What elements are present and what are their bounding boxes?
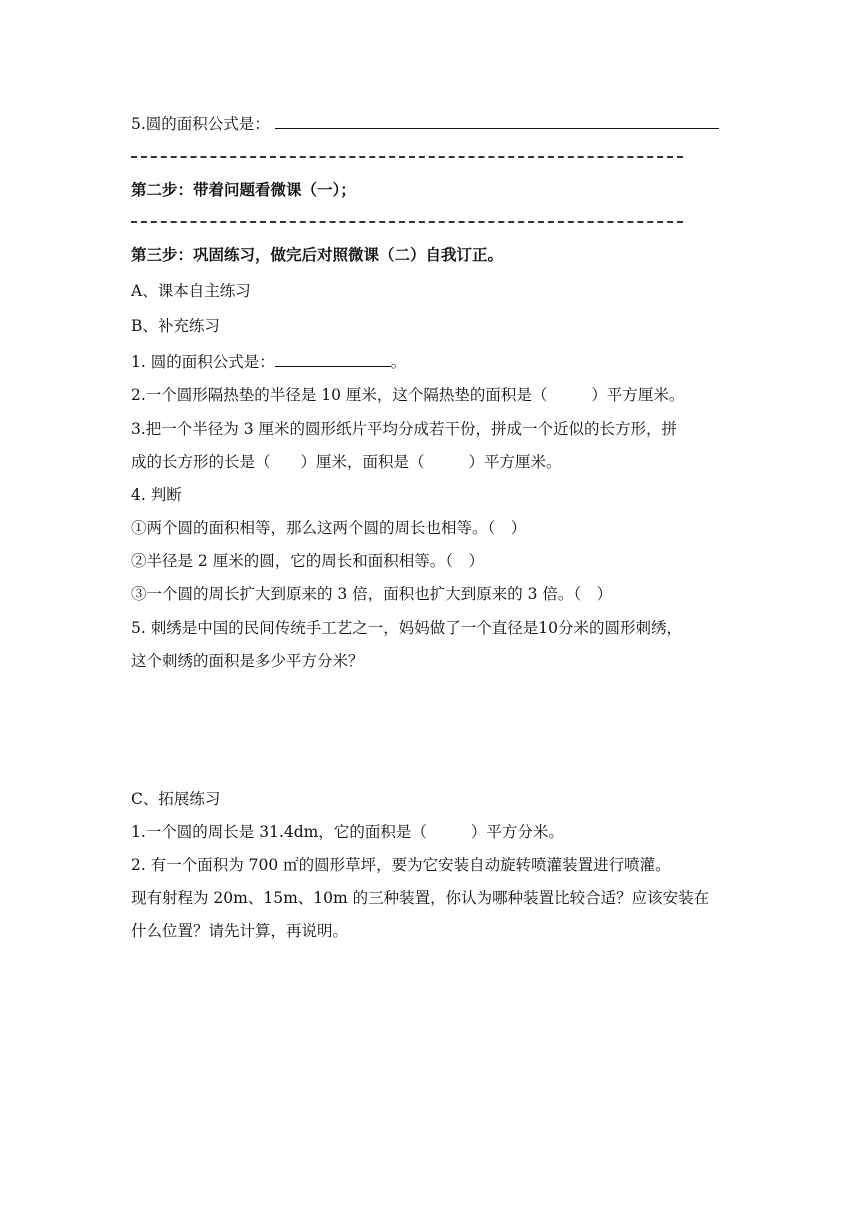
c1-text: 1.一个圆的周长是 31.4dm，它的面积是（ bbox=[131, 823, 427, 841]
b3-question-line2 bbox=[131, 451, 562, 473]
c1-end: ）平方分米。 bbox=[470, 823, 564, 841]
step3-title: 第三步：巩固练习，做完后对照微课（二）自我订正。 bbox=[131, 246, 504, 264]
b1-question bbox=[131, 350, 406, 373]
dashed-separator bbox=[131, 156, 683, 158]
b5-question-line2: 这个刺绣的面积是多少平方分米？ bbox=[131, 652, 364, 670]
dashed-separator bbox=[131, 221, 683, 223]
b5-question-line1: 5. 刺绣是中国的民间传统手工艺之一，妈妈做了一个直径是10分米的圆形刺绣， bbox=[131, 619, 682, 637]
b4-title: 4. 判断 bbox=[131, 486, 182, 504]
step2-title: 第二步：带着问题看微课（一）； bbox=[131, 181, 356, 199]
b1-end: 。 bbox=[390, 353, 407, 371]
b2-text: 2.一个圆形隔热垫的半径是 10 厘米，这个隔热垫的面积是（ bbox=[131, 386, 548, 404]
b4-item-2: ②半径是 2 厘米的圆，它的周长和面积相等。（ ） bbox=[131, 552, 484, 570]
b1-answer-blank[interactable] bbox=[275, 350, 391, 367]
section-c-heading: C、拓展练习 bbox=[131, 790, 221, 808]
b3-question-line1: 3.把一个半径为 3 厘米的圆形纸片平均分成若干份，拼成一个近似的长方形，拼 bbox=[131, 420, 678, 438]
b3-text-c: ）平方厘米。 bbox=[468, 453, 562, 471]
c2-question-line2: 现有射程为 20m、15m、10m 的三种装置，你认为哪种装置比较合适？应该安装在 bbox=[131, 889, 710, 907]
b4-item-3: ③一个圆的周长扩大到原来的 3 倍，面积也扩大到原来的 3 倍。（ ） bbox=[131, 585, 613, 603]
b2-end: ）平方厘米。 bbox=[591, 386, 685, 404]
b3-text-a: 成的长方形的长是（ bbox=[131, 453, 271, 471]
c2-question-line1: 2. 有一个面积为 700 ㎡的圆形草坪，要为它安装自动旋转喷灌装置进行喷灌。 bbox=[131, 856, 671, 874]
formula-answer-blank[interactable] bbox=[275, 112, 719, 129]
b3-text-b: ）厘米，面积是（ bbox=[300, 453, 425, 471]
c1-question bbox=[131, 821, 564, 843]
section-a-heading: A、课本自主练习 bbox=[131, 282, 251, 300]
formula-question-label: 5.圆的面积公式是： bbox=[131, 115, 270, 133]
b1-text: 1. 圆的面积公式是： bbox=[131, 353, 275, 371]
b4-item-1: ①两个圆的面积相等，那么这两个圆的周长也相等。（ ） bbox=[131, 519, 527, 537]
formula-question-line bbox=[131, 112, 719, 135]
section-b-heading: B、补充练习 bbox=[131, 317, 220, 335]
b2-question bbox=[131, 384, 684, 406]
c2-question-line3: 什么位置？请先计算，再说明。 bbox=[131, 922, 349, 940]
